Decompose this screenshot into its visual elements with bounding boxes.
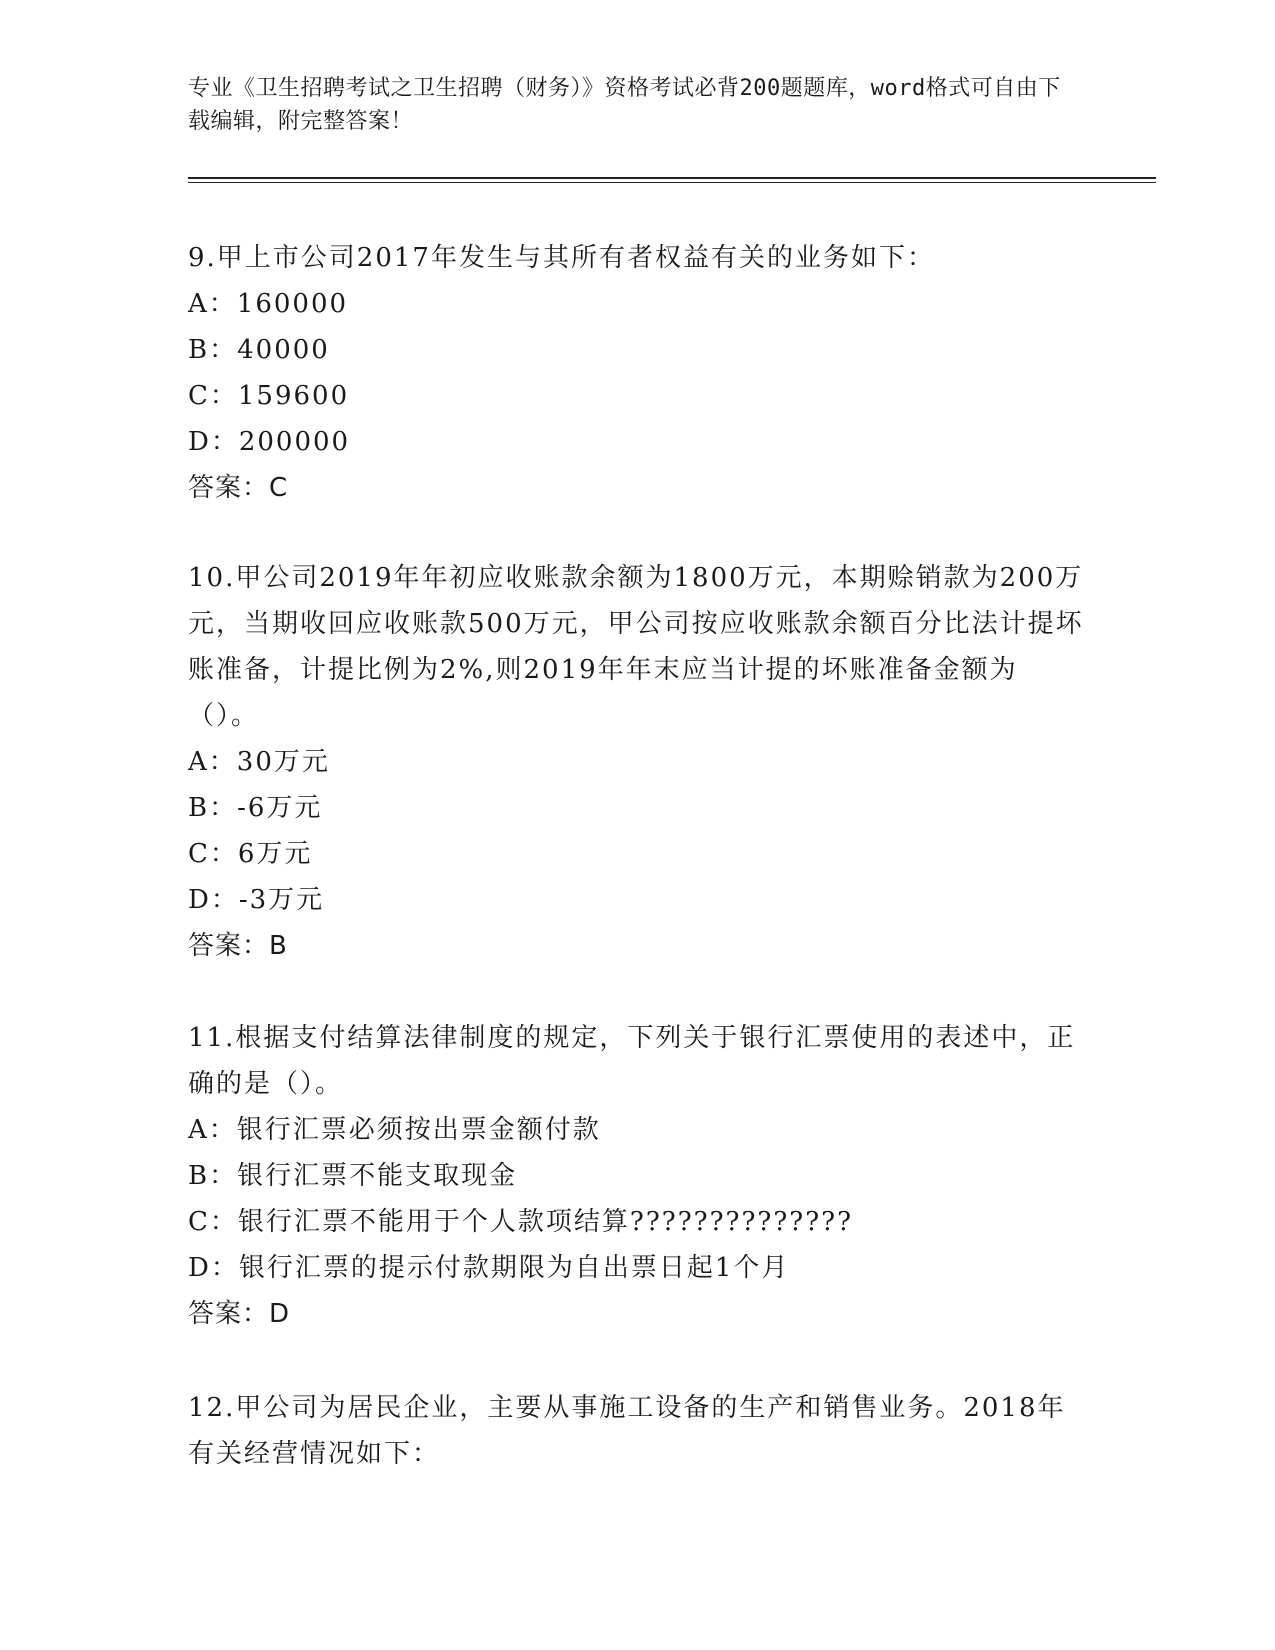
question-12: [188, 1385, 1088, 1477]
question-11: [188, 1015, 1088, 1337]
option-b: B：40000: [188, 335, 330, 365]
option-c: C：159600: [188, 381, 350, 411]
header-divider-thin: [188, 182, 1156, 183]
question-stem: 9.甲上市公司2017年发生与其所有者权益有关的业务如下：: [188, 243, 935, 273]
header-divider-thick: [188, 177, 1156, 179]
answer-label: 答案：C: [188, 473, 289, 503]
option-a: A：30万元: [188, 747, 330, 777]
option-d: D：-3万元: [188, 885, 325, 915]
option-d: D：银行汇票的提示付款期限为自出票日起1个月: [188, 1253, 790, 1283]
question-10: [188, 555, 1088, 969]
document-intro: 专业《卫生招聘考试之卫生招聘（财务）》资格考试必背200题题库，word格式可自由下载编辑，附完整答案！: [188, 76, 1061, 134]
answer-label: 答案：D: [188, 1299, 291, 1329]
answer-label: 答案：B: [188, 931, 288, 961]
option-d: D：200000: [188, 427, 351, 457]
option-b: B：银行汇票不能支取现金: [188, 1161, 518, 1191]
option-a: A：160000: [188, 289, 349, 319]
question-stem: 11.根据支付结算法律制度的规定，下列关于银行汇票使用的表述中，正确的是（）。: [188, 1023, 1076, 1099]
question-stem: 10.甲公司2019年年初应收账款余额为1800万元，本期赊销款为200万元，当期收回应收账款500万元，甲公司按应收账款余额百分比法计提坏账准备，计提比例为2%,则2019年年末应当计提的坏账准备金额为（）。: [188, 563, 1084, 731]
option-a: A：银行汇票必须按出票金额付款: [188, 1115, 601, 1145]
question-9: [188, 235, 1088, 511]
option-c: C：6万元: [188, 839, 313, 869]
option-c: C：银行汇票不能用于个人款项结算??????????????: [188, 1207, 854, 1237]
option-b: B：-6万元: [188, 793, 323, 823]
question-stem: 12.甲公司为居民企业，主要从事施工设备的生产和销售业务。2018年有关经营情况如下：: [188, 1393, 1066, 1469]
